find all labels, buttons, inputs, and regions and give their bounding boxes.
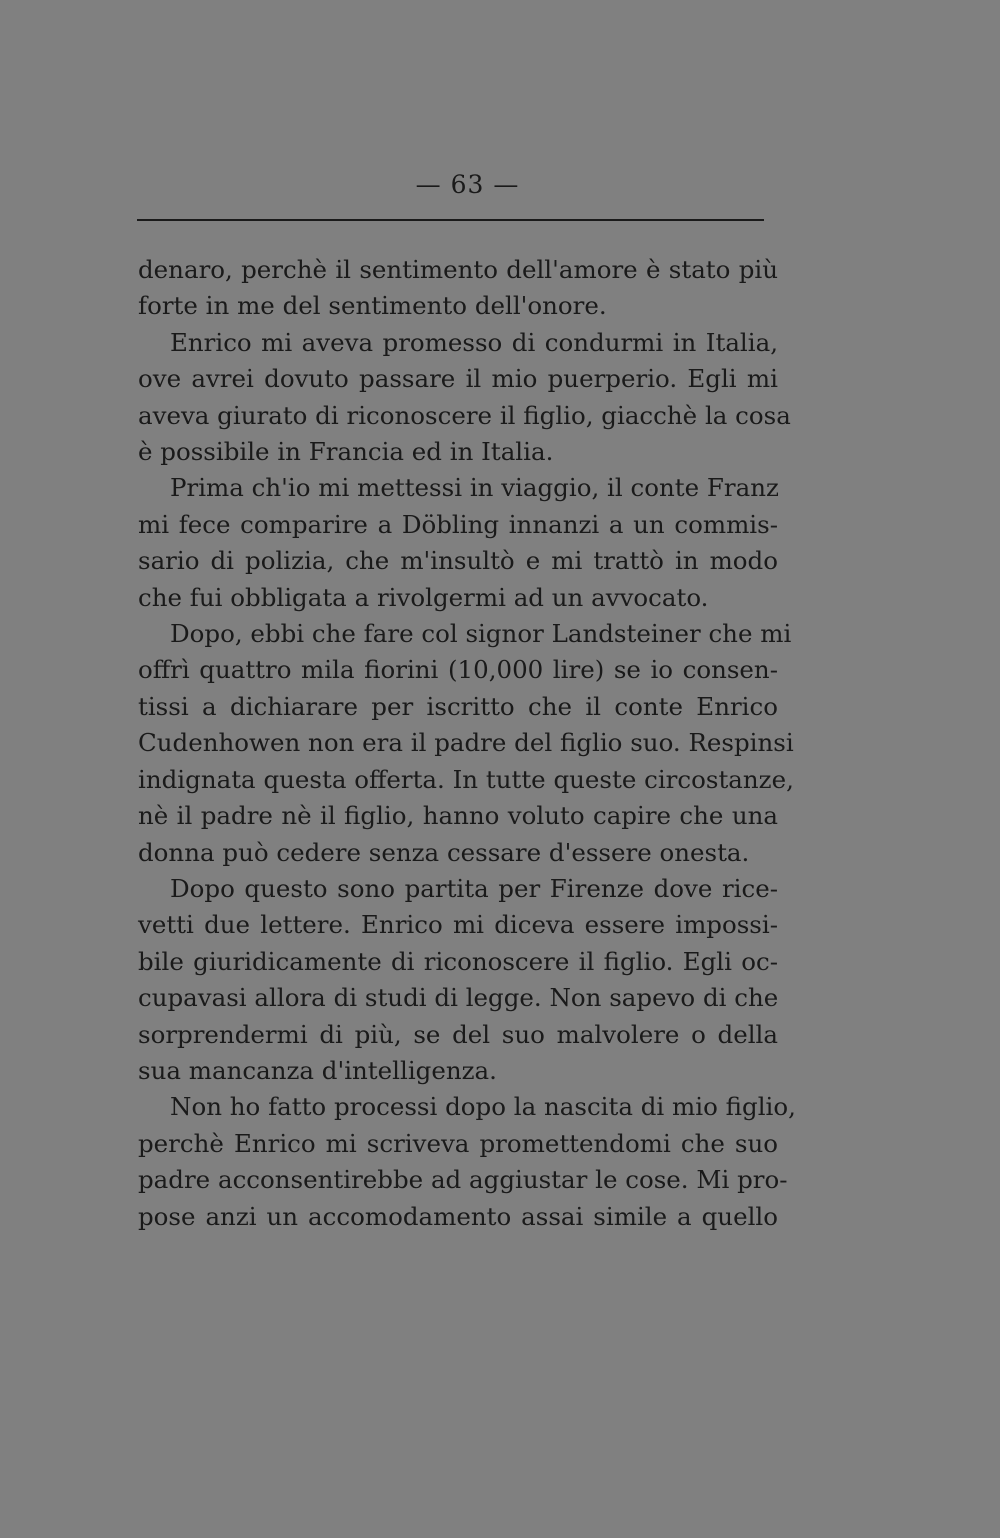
text-line: è possibile in Francia ed in Italia. (138, 437, 554, 467)
text-line: Dopo questo sono partita per Firenze dove rice- (170, 873, 778, 903)
text-line: forte in me del sentimento dell'onore. (138, 291, 607, 321)
text-line: cupavasi allora di studi di legge. Non sapevo di che (138, 983, 779, 1013)
page-number: — 63 — (415, 170, 520, 199)
text-line: che fui obbligata a rivolgermi ad un avvocato. (138, 582, 709, 612)
text-line: sua mancanza d'intelligenza. (138, 1055, 497, 1085)
text-line: sorprendermi di più, se del suo malvolere o della (138, 1019, 778, 1049)
text-line: nè il padre nè il figlio, hanno voluto capire che una (138, 801, 778, 831)
text-line: sario di polizia, che m'insultò e mi trattò in modo (138, 546, 778, 576)
text-line: pose anzi un accomodamento assai simile a quello (138, 1201, 778, 1231)
text-line: perchè Enrico mi scriveva promettendomi che suo (138, 1128, 778, 1158)
text-line: aveva giurato di riconoscere il figlio, giacchè la cosa (138, 400, 791, 430)
text-line: Non ho fatto processi dopo la nascita di mio figlio, (170, 1092, 796, 1122)
text-line: Enrico mi aveva promesso di condurmi in Italia, (170, 327, 778, 357)
text-line: tissi a dichiarare per iscritto che il conte Enrico (138, 691, 778, 721)
text-line: vetti due lettere. Enrico mi diceva essere impossi- (138, 910, 778, 940)
text-line: ove avrei dovuto passare il mio puerperio. Egli mi (138, 364, 778, 394)
text-line: bile giuridicamente di riconoscere il figlio. Egli oc- (138, 946, 778, 976)
text-line: indignata questa offerta. In tutte queste circostanze, (138, 764, 794, 794)
text-line: Dopo, ebbi che fare col signor Landsteiner che mi (170, 619, 792, 649)
text-line: padre acconsentirebbe ad aggiustar le cose. Mi pro- (138, 1165, 788, 1195)
text-line: mi fece comparire a Döbling innanzi a un commis- (138, 509, 778, 539)
text-line: Prima ch'io mi mettessi in viaggio, il conte Franz (170, 473, 779, 503)
text-line: denaro, perchè il sentimento dell'amore è stato più (138, 255, 778, 284)
text-line: Cudenhowen non era il padre del figlio suo. Respinsi (138, 728, 794, 758)
text-line: offrì quattro mila fiorini (10,000 lire) se io consen- (138, 655, 778, 685)
body-text (138, 252, 796, 1235)
text-line: donna può cedere senza cessare d'essere onesta. (138, 837, 750, 867)
header-rule (137, 219, 764, 221)
